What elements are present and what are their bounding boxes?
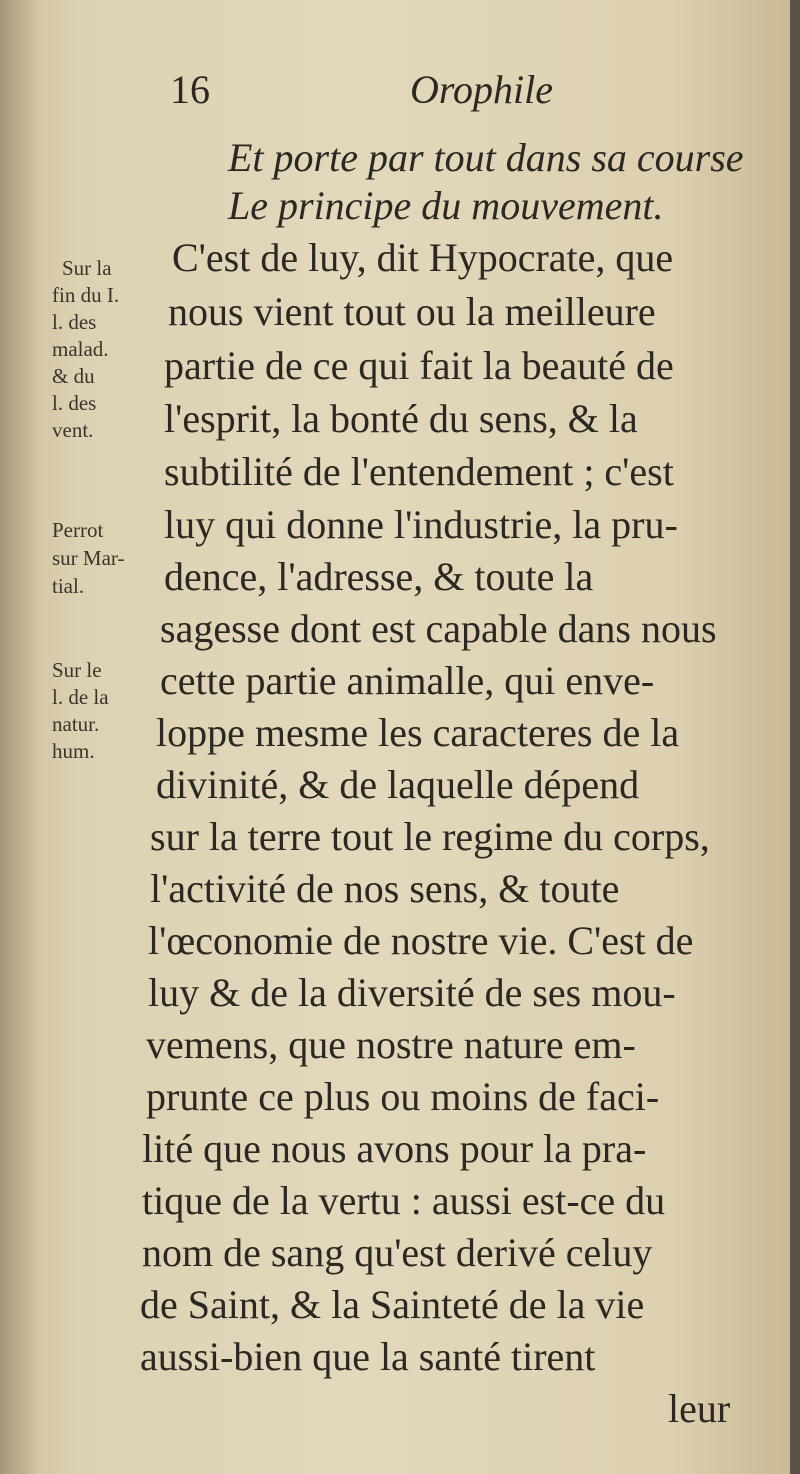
body-line: l'activité de nos sens, & toute <box>150 866 620 911</box>
running-title: Orophile <box>410 67 553 112</box>
margin-note-line: l. des <box>52 391 97 415</box>
body-line: de Saint, & la Sainteté de la vie <box>140 1282 645 1327</box>
margin-note-line: sur Mar- <box>52 546 125 570</box>
margin-note-line: tial. <box>52 574 85 598</box>
margin-note-line: hum. <box>52 739 95 763</box>
margin-note-line: vent. <box>52 418 94 442</box>
body-line: aussi-bien que la santé tirent <box>140 1334 596 1379</box>
page-number: 16 <box>170 67 210 112</box>
body-line: sagesse dont est capable dans nous <box>160 606 717 651</box>
margin-note-line: Sur la <box>62 256 112 280</box>
margin-note-line: l. des <box>52 310 97 334</box>
body-line: subtilité de l'entendement ; c'est <box>164 449 674 494</box>
body-line: nous vient tout ou la meilleure <box>168 289 656 334</box>
body-line: C'est de luy, dit Hypocrate, que <box>172 235 674 280</box>
body-line: l'œconomie de nostre vie. C'est de <box>148 918 694 963</box>
margin-note-line: & du <box>52 364 95 388</box>
margin-note-line: fin du I. <box>52 283 120 307</box>
body-line: l'esprit, la bonté du sens, & la <box>164 396 638 441</box>
body-line: sur la terre tout le regime du corps, <box>150 814 710 859</box>
body-line: dence, l'adresse, & toute la <box>164 554 594 599</box>
body-line: vemens, que nostre nature em- <box>146 1022 636 1067</box>
body-line: nom de sang qu'est derivé celuy <box>142 1230 653 1275</box>
page-header <box>170 66 770 126</box>
body-line: lité que nous avons pour la pra- <box>142 1126 647 1171</box>
margin-note-line: Perrot <box>52 518 104 542</box>
verse-line: Et porte par tout dans sa course <box>228 135 744 180</box>
body-line: luy & de la diversité de ses mou- <box>148 970 676 1015</box>
body-line: luy qui donne l'industrie, la pru- <box>164 502 678 547</box>
body-line: cette partie animalle, qui enve- <box>160 658 655 703</box>
body-line: divinité, & de laquelle dépend <box>156 762 640 807</box>
body-line: partie de ce qui fait la beauté de <box>164 343 674 388</box>
body-line: loppe mesme les caracteres de la <box>156 710 680 755</box>
margin-note-line: l. de la <box>52 685 109 709</box>
spine-shadow <box>0 0 40 1474</box>
body-line: tique de la vertu : aussi est-ce du <box>142 1178 666 1223</box>
catchword: leur <box>668 1386 731 1431</box>
verse-line: Le principe du mouvement. <box>228 183 664 228</box>
margin-note-line: natur. <box>52 712 100 736</box>
margin-note-line: malad. <box>52 337 109 361</box>
margin-note-line: Sur le <box>52 658 102 682</box>
body-line: prunte ce plus ou moins de faci- <box>146 1074 660 1119</box>
